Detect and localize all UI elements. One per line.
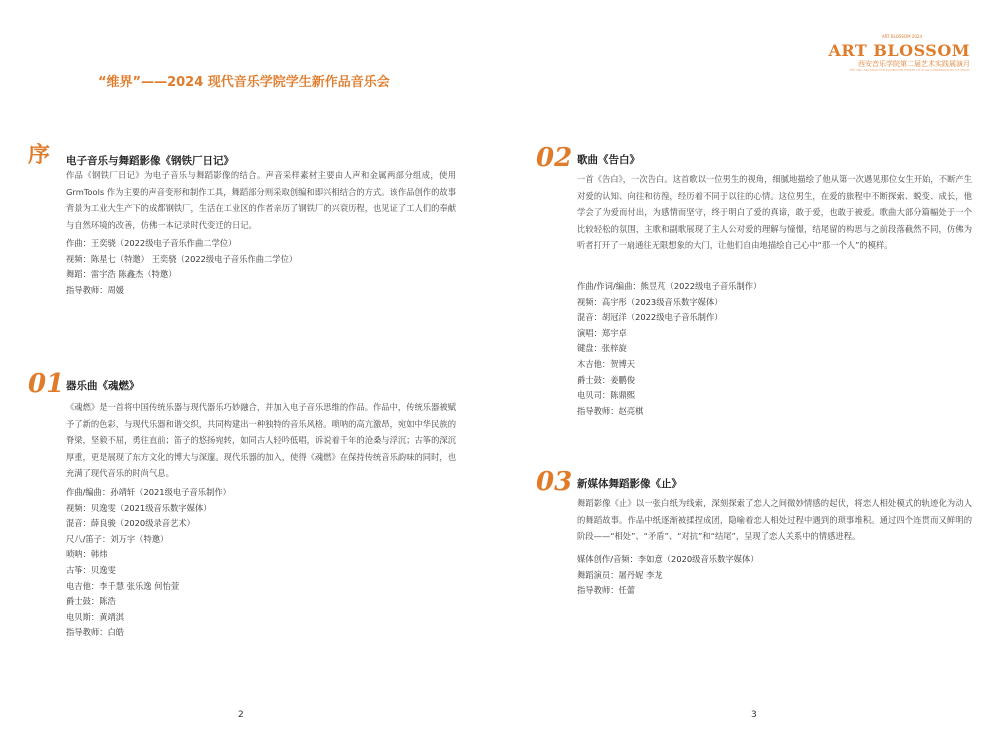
credits-01 (66, 485, 231, 641)
credit-line: 视频：高宇彤（2023级音乐数字媒体） (577, 296, 723, 307)
credit-line: 作曲/作词/编曲：熊昱芃（2022级电子音乐制作） (577, 281, 762, 291)
concert-title: “维界”——2024 现代音乐学院学生新作品音乐会 (98, 75, 390, 90)
section-number-01: 01 (28, 369, 65, 399)
logo-small-text: ART BLOSSOM 2024 (881, 34, 922, 39)
page-number-left: 2 (238, 710, 244, 720)
section-number-prelude: 序 (28, 142, 51, 168)
credit-line: 舞蹈演员：屠丹妮 李龙 (577, 569, 663, 580)
section-title-01: 器乐曲《魂燃》 (66, 380, 140, 392)
section-paragraph-prelude: 作品《钢铁厂日记》为电子音乐与舞蹈影像的结合。声音采样素材主要由人声和金属两部分组成，使用 GrmTools 作为主要的声音变形和制作工具，舞蹈部分则采取创编和即兴相结合的方式。该作品创作的故事背景为工业大生产下的成都钢铁厂，生活在工业区的作者亲历了钢铁厂的兴衰历程，也见证了工人们的奉献与自然环境的改善，仿佛一本记录时代变迁的日记。 (66, 170, 456, 230)
credit-line: 电贝斯：黄靖淇 (66, 611, 125, 622)
credit-line: 木吉他：贺博天 (577, 358, 636, 369)
credit-line: 爵士鼓：陈浩 (66, 596, 116, 607)
logo-main-text: ART BLOSSOM (828, 41, 970, 60)
credit-line: 演唱：郑宇卓 (577, 327, 627, 338)
credit-line: 指导教师：白皓 (66, 627, 125, 638)
credit-line: 电贝司：陈鼎熙 (577, 390, 636, 401)
credit-line: 作曲：王奕骁（2022级电子音乐作曲二学位） (66, 238, 237, 248)
section-title-02: 歌曲《告白》 (577, 154, 640, 166)
page-number-right: 3 (751, 710, 757, 720)
logo-english-line: THE 2ND ART PRACTICE EXHIBITION MONTH OF XI'AN CONSERVATORY OF MUSIC (849, 68, 970, 72)
credits-02 (577, 279, 761, 419)
section-paragraph-03: 舞蹈影像《止》以一张白纸为线索，深刻探索了恋人之间微妙情感的起伏，将恋人相处模式的轨迹化为动人的舞蹈故事。作品中纸逐渐被揉捏成团，隐喻着恋人相处过程中遇到的琐事堆积。通过四个连贯而又鲜明的阶段——“相处”、“矛盾”、“对抗”和“结尾”，呈现了恋人关系中的情感进程。 (577, 498, 972, 542)
credit-line: 尺八/笛子：刘万宇（特邀） (66, 533, 169, 544)
credit-line: 指导教师：任蕾 (577, 585, 636, 596)
art-blossom-logo (828, 34, 970, 72)
credit-line: 混音：薛良骏（2020级录音艺术） (66, 518, 195, 529)
section-paragraph-01: 《魂燃》是一首将中国传统乐器与现代器乐巧妙融合，并加入电子音乐思维的作品。作品中，传统乐器被赋予了新的色彩，与现代乐器和谐交织，共同构建出一种独特的音乐风格。唢呐的高亢激昂，宛如中华民族的脊梁，坚毅不屈，勇往直前；笛子的悠扬宛转，如同古人轻吟低唱，诉说着千年的沧桑与浮沉；古筝的深沉厚重，更是展现了东方文化的博大与深邃。现代乐器的加入，使得《魂燃》在保持传统音乐韵味的同时，也充满了现代音乐的时尚气息。 (66, 402, 456, 479)
credit-line: 指导教师：赵亮棋 (577, 405, 644, 416)
credit-line: 视频：贝逸雯（2021级音乐数字媒体） (66, 502, 212, 513)
credit-line: 视频：陈星七（特邀） 王奕骁（2022级电子音乐作曲二学位） (66, 253, 298, 264)
credit-line: 舞蹈：雷宇浩 陈鑫杰（特邀） (66, 269, 177, 280)
section-title-03: 新媒体舞蹈影像《止》 (577, 478, 682, 490)
credits-03 (577, 552, 759, 599)
credit-line: 电吉他：李千慧 张乐逸 何怡萱 (66, 580, 180, 591)
credits-prelude (66, 236, 297, 298)
credit-line: 指导教师：周媛 (66, 284, 125, 295)
logo-subtitle: 西安音乐学院第二届艺术实践展演月 (858, 60, 970, 68)
section-paragraph-02: 一首《告白》，一次告白。这首歌以一位男生的视角，细腻地描绘了他从第一次遇见那位女生开始，不断产生对爱的认知、向往和彷徨，经历着不同于以往的心情。这位男生，在爱的旅程中不断探索、蜕变、成长，他学会了为爱而付出，为感情而坚守，终于明白了爱的真谛，敢于爱，也敢于被爱。歌曲大部分篇幅处于一个比较轻松的氛围，主歌和副歌展现了主人公对爱的理解与憧憬，结尾留的构思与之前段落截然不同，仿佛为听者打开了一扇通往无限想象的大门，让他们自由地描绘自己心中“那一个人”的模样。 (577, 174, 972, 251)
credit-line: 古筝：贝逸雯 (66, 564, 116, 575)
credit-line: 媒体创作/音频：李如意（2020级音乐数字媒体） (577, 554, 759, 564)
credit-line: 爵士鼓：姜鹏俊 (577, 374, 636, 385)
section-number-03: 03 (536, 467, 573, 497)
credit-line: 混音：胡冠洋（2022级电子音乐制作） (577, 312, 723, 323)
section-title-prelude: 电子音乐与舞蹈影像《钢铁厂日记》 (66, 155, 234, 167)
credit-line: 键盘：张梓旋 (577, 343, 627, 354)
credit-line: 唢呐：韩炜 (66, 549, 108, 560)
credit-line: 作曲/编曲：孙靖轩（2021级电子音乐制作） (66, 487, 231, 497)
section-number-02: 02 (536, 143, 573, 173)
